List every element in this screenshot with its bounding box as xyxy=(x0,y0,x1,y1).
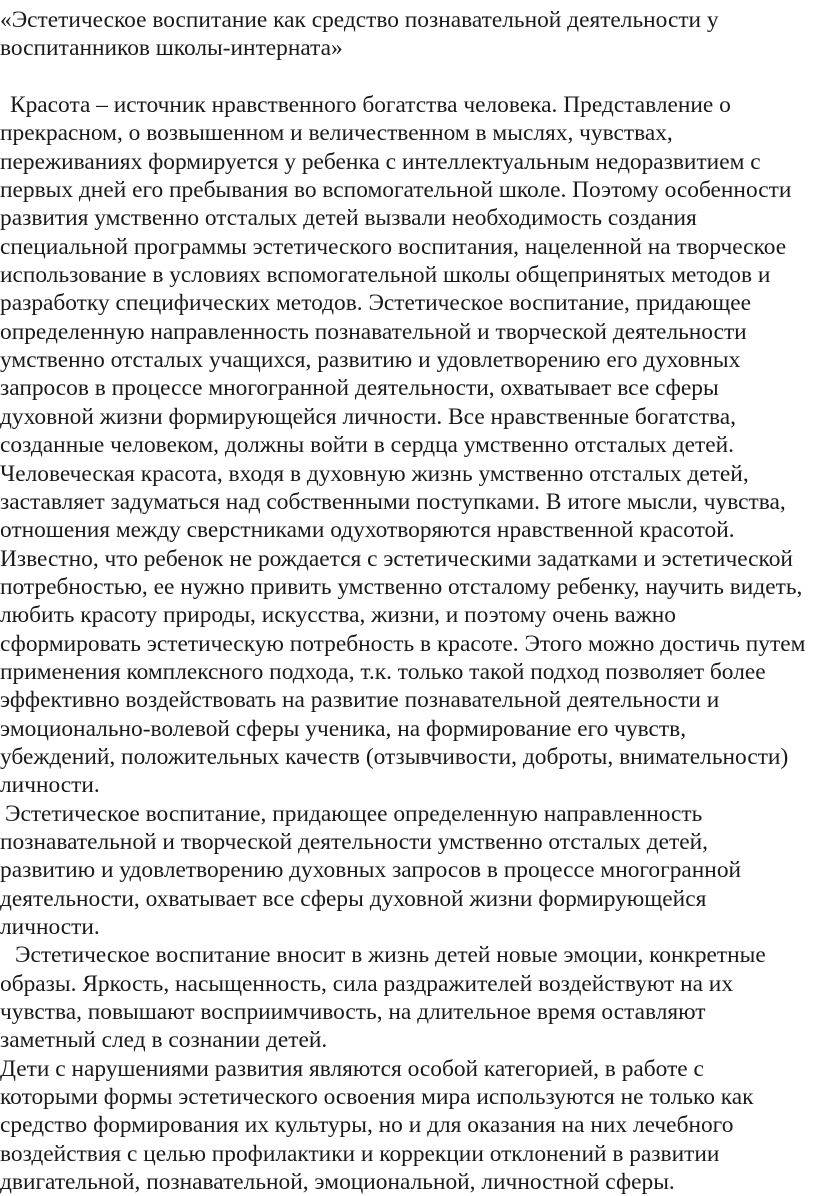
blank-line xyxy=(0,63,806,91)
paragraph-3: Эстетическое воспитание вносит в жизнь детей новые эмоции, конкретные образы. Яркость, насыщенность, сила раздражителей воздействуют на их чувства, повышают восприимчивость, на длительное время оставляют заметный след в сознании детей. xyxy=(0,942,772,1054)
paragraph-1: Красота – источник нравственного богатства человека. Представление о прекрасном, о возвышенном и величественном в мыслях, чувствах, переживаниях формируется у ребенка с интеллектуальным недоразвитием с первых дней его пребывания во вспомогательной школе. Поэтому особенности развития умственно отсталых детей вызвали необходимость создания специальной программы эстетического воспитания, нацеленной на творческое использование в условиях вспомогательной школы общепринятых методов и разработку специфических методов. Эстетическое воспитание, придающее определенную направленность познавательной и творческой деятельности умственно отсталых учащихся, развитию и удовлетворению его духовных запросов в процессе многогранной деятельности, охватывает все сферы духовной жизни формирующейся личности. Все нравственные богатства, созданные человеком, должны войти в сердца умственно отсталых детей. Человеческая красота, входя в духовную жизнь умственно отсталых детей, заставляет задуматься над собственными поступками. В итоге мысли, чувства, отношения между сверстниками одухотворяются нравственной красотой. Известно, что ребенок не рождается с эстетическими задатками и эстетической потребностью, ее нужно привить умственно отсталому ребенку, научить видеть, любить красоту природы, искусства, жизни, и поэтому очень важно сформировать эстетическую потребность в красоте. Этого можно достичь путем применения комплексного подхода, т.к. только такой подход позволяет более эффективно воздействовать на развитие познавательной деятельности и эмоционально-волевой сферы ученика, на формирование его чувств, убеждений, положительных качеств (отзывчивости, доброты, внимательности) личности. xyxy=(0,92,812,799)
paragraph-4: Дети с нарушениями развития являются особой категорией, в работе с которыми формы эстетического освоения мира используются не только как средство формирования их культуры, но и для оказания на них лечебного воздействия с целью профилактики и коррекции отклонений в развитии двигательной, познавательной, эмоциональной, личностной сферы. xyxy=(0,1055,760,1196)
document-title: «Эстетическое воспитание как средство познавательной деятельности у воспитанников школы-интерната» xyxy=(0,7,719,62)
paragraph-2: Эстетическое воспитание, придающее определенную направленность познавательной и творческой деятельности умственно отсталых детей, развитию и удовлетворению духовных запросов в процессе многогранной деятельности, охватывает все сферы духовной жизни формирующейся личности. xyxy=(0,800,747,940)
